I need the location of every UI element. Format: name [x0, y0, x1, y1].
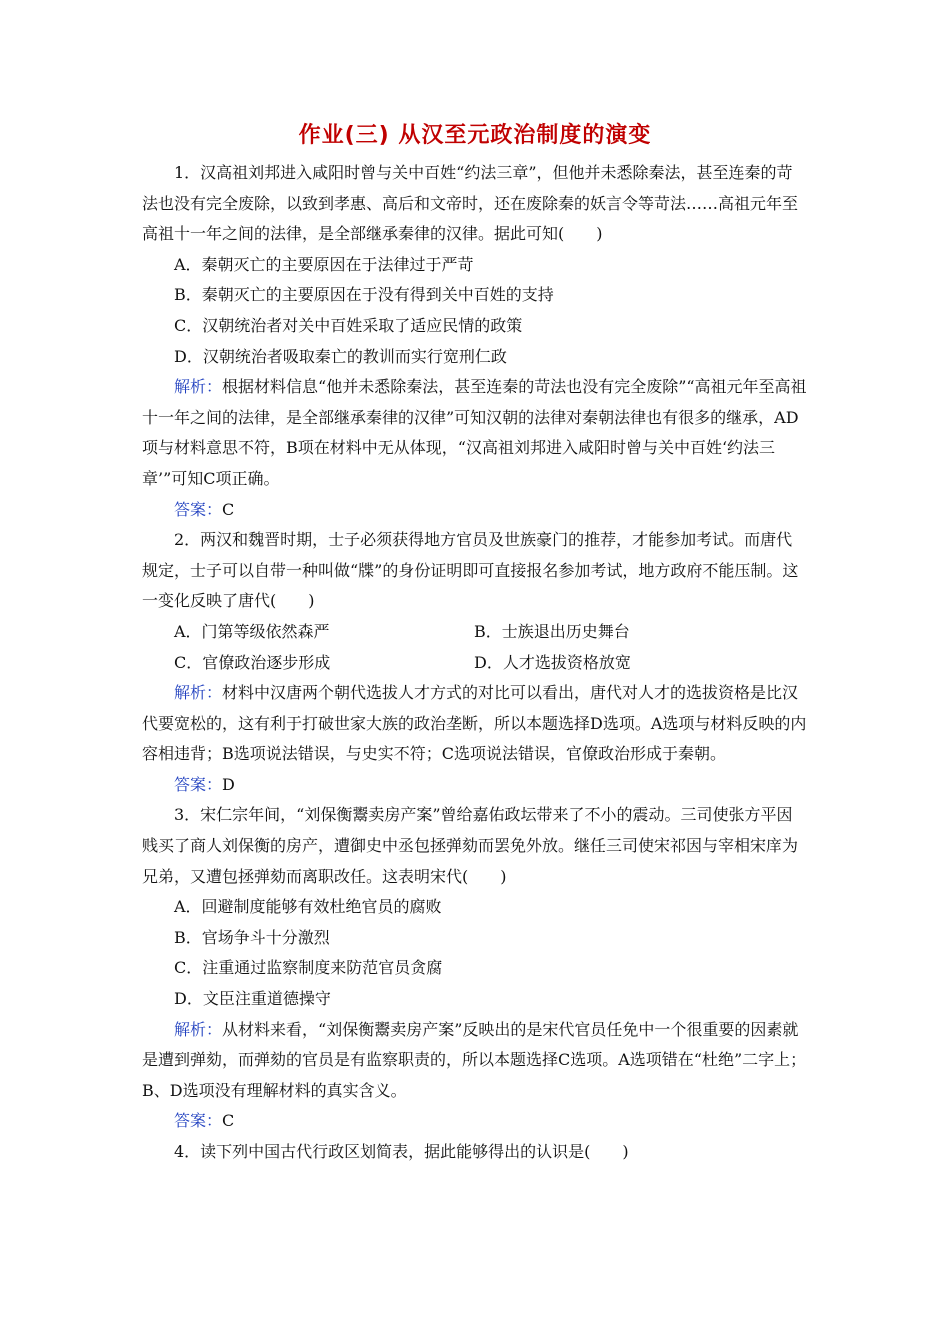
question-1-analysis	[142, 372, 808, 494]
answer-label: 答案：	[174, 499, 223, 519]
analysis-label: 解析：	[174, 683, 223, 703]
question-2-option-a: A．门第等级依然森严	[174, 621, 330, 641]
question-4-stem: 4．读下列中国古代行政区划简表，据此能够得出的认识是( )	[174, 1142, 629, 1161]
question-3-stem: 3．宋仁宗年间，“刘保衡鬻卖房产案”曾给嘉佑政坛带来了不小的震动。三司使张方平因贱买了商人刘保衡的房产，遭御史中丞包拯弹劾而罢免外放。继任三司使宋祁因与宰相宋庠为兄弟，又遭包拯弹劾而离职改任。这表明宋代( )	[142, 805, 799, 886]
document-body	[142, 158, 808, 1168]
answer-label: 答案：	[174, 774, 223, 794]
answer-value: C	[222, 499, 235, 519]
analysis-text: 从材料来看，“刘保衡鬻卖房产案”反映出的是宋代官员任免中一个很重要的因素就是遭到弹劾，而弹劾的官员是有监察职责的，所以本题选择C选项。A选项错在“杜绝”二字上；B、D选项没有理解材料的真实含义。	[142, 1019, 807, 1100]
analysis-label: 解析：	[174, 1019, 223, 1039]
question-2-option-d: D．人才选拔资格放宽	[474, 652, 631, 672]
answer-label: 答案：	[174, 1111, 223, 1131]
question-2-options-row-1	[142, 617, 808, 648]
question-1-answer	[142, 495, 808, 526]
question-3-option-a: A．回避制度能够有效杜绝官员的腐败	[174, 897, 442, 917]
question-2-analysis	[142, 678, 808, 770]
analysis-label: 解析：	[174, 377, 223, 397]
question-3-option-b: B．官场争斗十分激烈	[174, 927, 330, 947]
question-3-answer	[142, 1106, 808, 1137]
analysis-text: 材料中汉唐两个朝代选拔人才方式的对比可以看出，唐代对人才的选拔资格是比汉代要宽松的，这有利于打破世家大族的政治垄断，所以本题选择D选项。A选项与材料反映的内容相违背；B选项说法错误，与史实不符；C选项说法错误，官僚政治形成于秦朝。	[142, 683, 807, 764]
analysis-text: 根据材料信息“他并未悉除秦法，甚至连秦的苛法也没有完全废除”“高祖元年至高祖十一年之间的法律，是全部继承秦律的汉律”可知汉朝的法律对秦朝法律也有很多的继承，AD项与材料意思不符，B项在材料中无从体现，“汉高祖刘邦进入咸阳时曾与关中百姓‘约法三章’”可知C项正确。	[142, 377, 807, 488]
answer-value: D	[222, 774, 235, 794]
question-1-stem: 1．汉高祖刘邦进入咸阳时曾与关中百姓“约法三章”，但他并未悉除秦法，甚至连秦的苛法也没有完全废除，以致到孝惠、高后和文帝时，还在废除秦的妖言令等苛法……高祖元年至高祖十一年之间的法律，是全部继承秦律的汉律。据此可知( )	[142, 163, 799, 244]
question-3-option-c: C．注重通过监察制度来防范官员贪腐	[174, 958, 443, 978]
question-1-option-b: B．秦朝灭亡的主要原因在于没有得到关中百姓的支持	[174, 285, 554, 305]
question-2-option-c: C．官僚政治逐步形成	[174, 652, 331, 672]
question-2-options-row-2	[142, 648, 808, 679]
page-title: 作业(三) 从汉至元政治制度的演变	[298, 123, 652, 148]
question-2-option-b: B．士族退出历史舞台	[474, 621, 630, 641]
question-1-option-d: D．汉朝统治者吸取秦亡的教训而实行宽刑仁政	[174, 346, 507, 366]
question-2-stem: 2．两汉和魏晋时期，士子必须获得地方官员及世族豪门的推荐，才能参加考试。而唐代规定，士子可以自带一种叫做“牒”的身份证明即可直接报名参加考试，地方政府不能压制。这一变化反映了唐代( )	[142, 530, 799, 611]
question-1-option-a: A．秦朝灭亡的主要原因在于法律过于严苛	[174, 254, 474, 274]
question-2-answer	[142, 770, 808, 801]
question-3-analysis	[142, 1015, 808, 1107]
question-3-option-d: D．文臣注重道德操守	[174, 989, 331, 1009]
answer-value: C	[222, 1111, 235, 1131]
question-1-option-c: C．汉朝统治者对关中百姓采取了适应民情的政策	[174, 315, 523, 335]
